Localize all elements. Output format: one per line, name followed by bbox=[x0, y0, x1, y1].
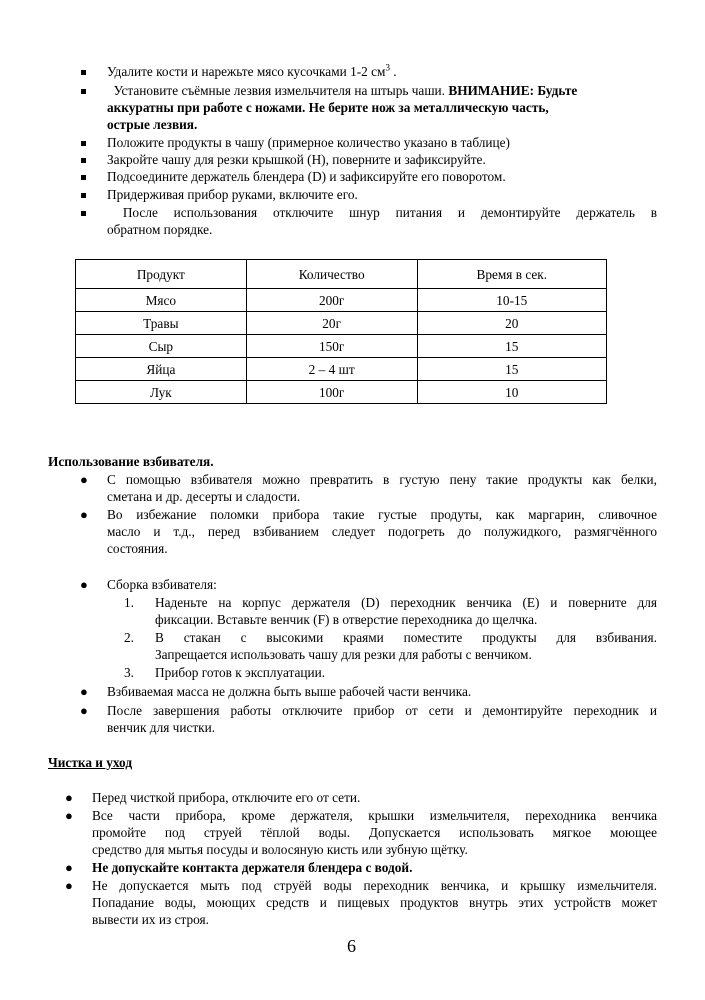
bullet-icon: ● bbox=[80, 577, 88, 592]
cell-quantity: 2 – 4 шт bbox=[246, 358, 417, 381]
whisk-p2-line-1: Во избежание поломки прибора такие густые продуты, как маргарин, сливочное bbox=[107, 507, 657, 522]
bullet-icon: ● bbox=[80, 703, 88, 718]
assembly-step-1-line-1: Наденьте на корпус держателя (D) переходник венчика (E) и поверните для bbox=[155, 595, 657, 610]
cell-time: 10 bbox=[417, 381, 606, 404]
cell-time: 15 bbox=[417, 335, 606, 358]
care-item-2-line-2: промойте под струей тёплой воды. Допускается использовать мягкое моющее bbox=[92, 825, 657, 840]
step-2-line-1: Установите съёмные лезвия измельчителя на штырь чаши. bbox=[107, 83, 449, 98]
table-row bbox=[76, 312, 607, 335]
cell-time: 15 bbox=[417, 358, 606, 381]
care-item-2-line-3: средство для мытья посуды и волосяную кисть или зубную щётку. bbox=[92, 842, 468, 857]
step-1 bbox=[107, 63, 397, 80]
whisk-p4-line-1: После завершения работы отключите прибор от сети и демонтируйте переходник и bbox=[107, 703, 657, 718]
square-bullet-icon bbox=[81, 211, 86, 216]
step-6: Придерживая прибор руками, включите его. bbox=[107, 187, 358, 202]
bullet-icon: ● bbox=[65, 878, 73, 893]
step-1-post: . bbox=[389, 64, 397, 79]
cell-product: Сыр bbox=[76, 335, 247, 358]
cell-time: 20 bbox=[417, 312, 606, 335]
step-1-sup: 3 bbox=[385, 62, 390, 73]
whisk-title: Использование взбивателя. bbox=[48, 454, 214, 469]
cell-time: 10-15 bbox=[417, 289, 606, 312]
cell-quantity: 150г bbox=[246, 335, 417, 358]
assembly-step-num: 3. bbox=[124, 665, 134, 680]
step-2-line-2: аккуратны при работе с ножами. Не берите нож за металлическую часть, bbox=[107, 100, 549, 115]
step-2-line-3: острые лезвия. bbox=[107, 117, 198, 132]
assembly-step-2-line-1: В стакан с высокими краями поместите продукты для взбивания. bbox=[155, 630, 657, 645]
page-number: 6 bbox=[347, 936, 356, 956]
product-table bbox=[75, 259, 607, 404]
header-quantity: Количество bbox=[246, 260, 417, 289]
care-item-2-line-1: Все части прибора, кроме держателя, крышки измельчителя, переходника венчика bbox=[92, 808, 657, 823]
cell-quantity: 20г bbox=[246, 312, 417, 335]
bullet-icon: ● bbox=[65, 860, 73, 875]
care-item-4-line-3: вывести их из строя. bbox=[92, 912, 209, 927]
cell-quantity: 200г bbox=[246, 289, 417, 312]
step-1-text: Удалите кости и нарежьте мясо кусочками 1-2 см bbox=[107, 64, 386, 79]
step-7-line-2: обратном порядке. bbox=[107, 222, 213, 237]
assembly-step-1-line-2: фиксации. Вставьте венчик (F) в отверстие переходника до щелчка. bbox=[155, 612, 538, 627]
square-bullet-icon bbox=[81, 89, 86, 94]
cell-product: Яйца bbox=[76, 358, 247, 381]
square-bullet-icon bbox=[81, 193, 86, 198]
step-7-line-1: После использования отключите шнур питания и демонтируйте держатель в bbox=[107, 205, 657, 220]
assembly-step-num: 2. bbox=[124, 630, 134, 645]
assembly-step-num: 1. bbox=[124, 595, 134, 610]
whisk-p1-line-1: С помощью взбивателя можно превратить в густую пену такие продукты как белки, bbox=[107, 472, 657, 487]
square-bullet-icon bbox=[81, 141, 86, 146]
square-bullet-icon bbox=[81, 175, 86, 180]
assembly-step-3-line-1: Прибор готов к эксплуатации. bbox=[155, 665, 326, 680]
cell-product: Лук bbox=[76, 381, 247, 404]
care-item-3: Не допускайте контакта держателя блендера с водой. bbox=[92, 860, 413, 875]
whisk-p4-line-2: венчик для чистки. bbox=[107, 720, 216, 735]
care-item-1: Перед чисткой прибора, отключите его от сети. bbox=[92, 790, 361, 805]
assembly-label: Сборка взбивателя: bbox=[107, 577, 217, 592]
care-title: Чистка и уход bbox=[48, 755, 133, 770]
table-row bbox=[76, 358, 607, 381]
step-2 bbox=[107, 82, 652, 99]
assembly-step-2-line-2: Запрещается использовать чашу для резки для работы с венчиком. bbox=[155, 647, 532, 662]
table-header-row bbox=[76, 260, 607, 289]
care-item-4-line-2: Попадание воды, моющих средств и пищевых продуктов внутрь этих устройств может bbox=[92, 895, 657, 910]
step-5: Подсоедините держатель блендера (D) и зафиксируйте его поворотом. bbox=[107, 169, 506, 184]
bullet-icon: ● bbox=[80, 507, 88, 522]
header-product: Продукт bbox=[76, 260, 247, 289]
cell-quantity: 100г bbox=[246, 381, 417, 404]
cell-product: Мясо bbox=[76, 289, 247, 312]
bullet-icon: ● bbox=[80, 684, 88, 699]
whisk-p1-line-2: сметана и др. десерты и сладости. bbox=[107, 489, 301, 504]
square-bullet-icon bbox=[81, 70, 86, 75]
whisk-p2-line-2: масло и т.д., перед взбиванием следует подогреть до полужидкого, размягчённого bbox=[107, 524, 657, 539]
square-bullet-icon bbox=[81, 158, 86, 163]
whisk-p3: Взбиваемая масса не должна быть выше рабочей части венчика. bbox=[107, 684, 472, 699]
cell-product: Травы bbox=[76, 312, 247, 335]
care-item-4-line-1: Не допускается мыть под струёй воды переходник венчика, и крышку измельчителя. bbox=[92, 878, 657, 893]
whisk-p2-line-3: состояния. bbox=[107, 541, 168, 556]
bullet-icon: ● bbox=[65, 808, 73, 823]
header-time: Время в сек. bbox=[417, 260, 606, 289]
bullet-icon: ● bbox=[65, 790, 73, 805]
bullet-icon: ● bbox=[80, 472, 88, 487]
step-2-warning: ВНИМАНИЕ: Будьте bbox=[448, 83, 578, 98]
table-row bbox=[76, 289, 607, 312]
table-row bbox=[76, 381, 607, 404]
step-3: Положите продукты в чашу (примерное количество указано в таблице) bbox=[107, 135, 510, 150]
step-4: Закройте чашу для резки крышкой (Н), поверните и зафиксируйте. bbox=[107, 152, 486, 167]
table-row bbox=[76, 335, 607, 358]
